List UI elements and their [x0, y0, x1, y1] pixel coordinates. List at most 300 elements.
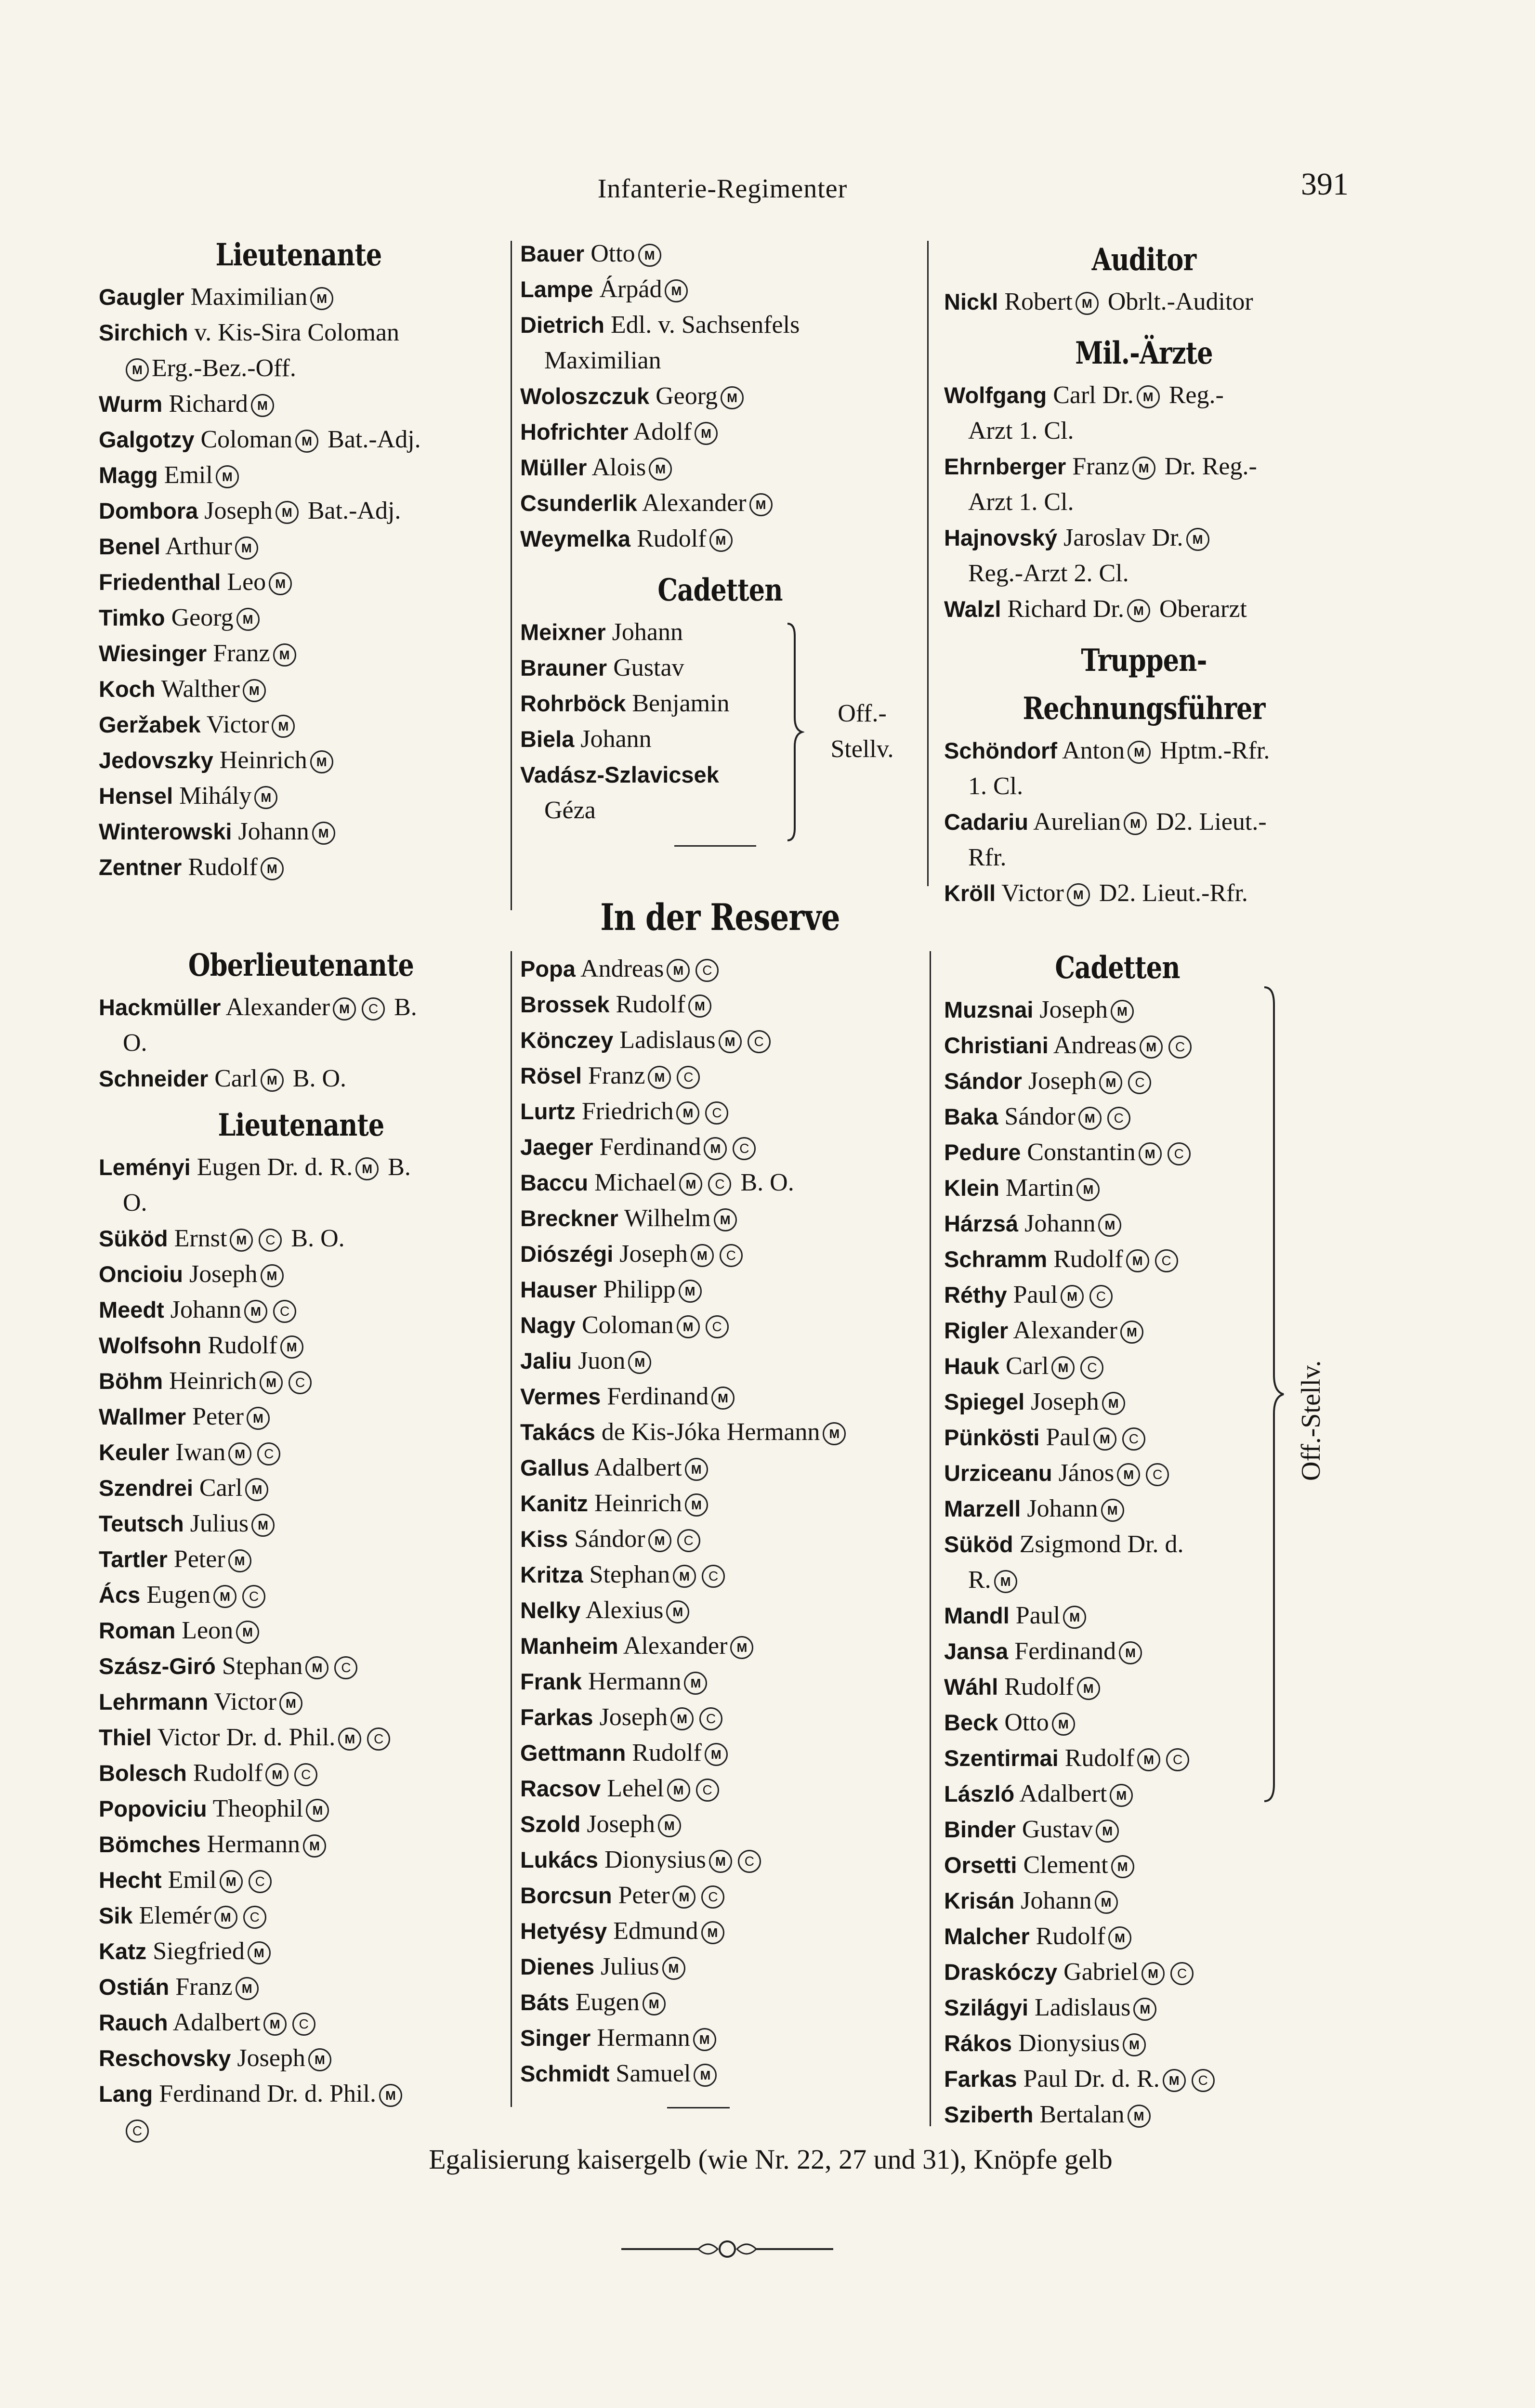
list-item [520, 343, 920, 379]
commemorative-cross-mark-icon: C [1170, 1962, 1194, 1985]
militaerverdienst-mark-icon: M [1124, 812, 1147, 835]
surname: Sziberth [944, 2102, 1034, 2127]
surname: Nagy [520, 1312, 576, 1338]
militaerverdienst-mark-icon: M [695, 422, 718, 445]
list-item [520, 1022, 925, 1058]
given-name: Ferdinand [599, 1133, 701, 1161]
commemorative-cross-mark-icon: C [720, 1244, 743, 1267]
list-item [99, 1256, 503, 1292]
column-rule-right-bottom [930, 951, 931, 2126]
militaerverdienst-mark-icon: M [276, 501, 299, 524]
brace-label-cadetten [814, 696, 910, 767]
list-item [944, 769, 1344, 804]
surname: Spiegel [944, 1389, 1025, 1414]
militaerverdienst-mark-icon: M [694, 2064, 717, 2087]
surname: Hensel [99, 783, 173, 809]
list-item [944, 556, 1344, 591]
given-name: Heinrich [219, 746, 307, 774]
list-item [99, 1150, 503, 1185]
list-item [520, 1450, 925, 1486]
surname: Báts [520, 1989, 569, 2015]
militaerverdienst-mark-icon: M [1117, 1463, 1140, 1486]
surname: Könczey [520, 1027, 614, 1053]
list-item [99, 1969, 503, 2005]
militaerverdienst-mark-icon: M [1102, 1392, 1125, 1415]
given-name: Walther [161, 675, 240, 703]
list-item [944, 1063, 1291, 1099]
list-item [944, 413, 1344, 449]
surname: Wiesinger [99, 641, 207, 666]
commemorative-cross-mark-icon: C [1155, 1249, 1178, 1272]
surname: Diószégi [520, 1241, 614, 1267]
surname: Vermes [520, 1384, 601, 1409]
list-item [520, 236, 920, 272]
list-item [99, 2112, 503, 2147]
given-name: Ladislaus [619, 1026, 716, 1054]
commemorative-cross-mark-icon: C [249, 1870, 272, 1893]
given-name: Hermann [597, 2024, 690, 2052]
given-name: Iwan [175, 1439, 226, 1466]
given-name: Gabriel [1063, 1958, 1139, 1986]
given-name: Martin [1005, 1174, 1074, 1202]
list-item [520, 951, 925, 987]
list-item [944, 1028, 1291, 1063]
list-item [944, 1170, 1291, 1206]
rank-note: Bat.-Adj. [307, 497, 401, 524]
militaerverdienst-mark-icon: M [251, 1514, 275, 1537]
given-name: Arzt 1. Cl. [968, 417, 1074, 445]
rank-note: Hptm.-Rfr. [1160, 737, 1270, 764]
given-name: Alexius [585, 1597, 664, 1624]
given-name: Aurelian [1033, 808, 1121, 836]
commemorative-cross-mark-icon: C [1168, 1142, 1191, 1165]
surname: Gaugler [99, 284, 184, 310]
reserve-cadetten-column [944, 944, 1291, 2133]
list-item [520, 1058, 925, 1094]
commemorative-cross-mark-icon: C [1122, 1427, 1145, 1451]
given-name: Mihály [179, 782, 252, 810]
list-item [944, 2026, 1291, 2061]
given-name: Rudolf [637, 525, 707, 552]
given-name: Franz [588, 1062, 645, 1089]
list-item [99, 1649, 503, 1684]
militaerverdienst-mark-icon: M [709, 1850, 732, 1873]
list-item [944, 1242, 1291, 1277]
militaerverdienst-mark-icon: M [236, 1977, 259, 2000]
list-item [520, 1343, 925, 1379]
surname: Cadariu [944, 809, 1028, 835]
commemorative-cross-mark-icon: C [677, 1066, 700, 1089]
given-name: Victor [1001, 879, 1064, 907]
surname: Draskóczy [944, 1959, 1058, 1985]
surname: Farkas [520, 1704, 593, 1730]
militaerverdienst-mark-icon: M [1061, 1285, 1084, 1308]
commemorative-cross-mark-icon: C [257, 1442, 280, 1466]
list-item [520, 1735, 925, 1771]
surname: Jaliu [520, 1348, 572, 1374]
given-name: 1. Cl. [968, 772, 1023, 800]
list-item [99, 671, 499, 707]
militaerverdienst-mark-icon: M [721, 386, 744, 409]
list-item [520, 1414, 925, 1450]
surname: Manheim [520, 1633, 618, 1659]
given-name: Arzt 1. Cl. [968, 488, 1074, 516]
militaerverdienst-mark-icon: M [1099, 1071, 1122, 1094]
given-name: Adalbert [1019, 1780, 1107, 1807]
list-item [520, 1628, 925, 1664]
commemorative-cross-mark-icon: C [1146, 1463, 1169, 1486]
given-name: Coloman [200, 426, 293, 453]
list-item [520, 793, 920, 828]
militaerverdienst-mark-icon: M [261, 857, 284, 880]
surname: Wáhl [944, 1674, 998, 1700]
list-item [520, 1094, 925, 1129]
militaerverdienst-mark-icon: M [279, 1692, 302, 1715]
given-name: Rudolf [1064, 1744, 1135, 1772]
list-item [520, 1165, 925, 1201]
list-item [520, 1985, 925, 2020]
given-name: Rudolf [616, 991, 685, 1018]
militaerverdienst-mark-icon: M [628, 1351, 651, 1374]
militaerverdienst-mark-icon: M [1132, 457, 1155, 480]
commemorative-cross-mark-icon: C [126, 2120, 149, 2143]
list-item [99, 458, 499, 493]
list-item [520, 307, 920, 343]
surname: Thiel [99, 1725, 152, 1750]
surname: Gettmann [520, 1740, 626, 1766]
list-item [944, 1206, 1291, 1242]
militaerverdienst-mark-icon: M [673, 1565, 696, 1588]
militaerverdienst-mark-icon: M [235, 537, 258, 560]
militaerverdienst-mark-icon: M [1137, 1748, 1160, 1771]
list-item [520, 1700, 925, 1735]
surname: Roman [99, 1618, 176, 1643]
militaerverdienst-mark-icon: M [1067, 883, 1090, 906]
surname: Rigler [944, 1318, 1009, 1343]
given-name: Géza [544, 797, 596, 824]
militaerverdienst-mark-icon: M [1119, 1641, 1142, 1664]
militaerverdienst-mark-icon: M [228, 1442, 251, 1466]
given-name: Eugen [575, 1989, 640, 2016]
surname: Bauer [520, 241, 585, 266]
surname: Takács [520, 1419, 595, 1445]
staff-column [944, 236, 1344, 911]
militaerverdienst-mark-icon: M [251, 394, 274, 417]
given-name: Peter [173, 1545, 225, 1573]
list-item [99, 422, 499, 458]
list-item [99, 1470, 503, 1506]
commemorative-cross-mark-icon: C [733, 1137, 756, 1160]
militaerverdienst-mark-icon: M [261, 1069, 284, 1092]
list-item [520, 1308, 925, 1343]
militaerverdienst-mark-icon: M [1163, 2069, 1186, 2092]
section-title-auditor: Auditor [1091, 242, 1196, 278]
list-item [944, 378, 1344, 413]
list-item [944, 1990, 1291, 2026]
list-item [99, 386, 499, 422]
surname: Bömches [99, 1832, 201, 1857]
surname: Jedovszky [99, 747, 213, 773]
given-name: Alois [591, 454, 646, 481]
surname: Csunderlik [520, 490, 637, 516]
surname: Schmidt [520, 2061, 610, 2086]
given-name: Carl [1005, 1352, 1049, 1380]
militaerverdienst-mark-icon: M [338, 1727, 361, 1751]
given-name: Rudolf [188, 853, 258, 881]
surname: Zentner [99, 854, 182, 880]
list-item [944, 1420, 1291, 1455]
list-item [520, 1201, 925, 1236]
given-name: Clement [1023, 1851, 1108, 1879]
surname: Hauk [944, 1353, 999, 1379]
given-name: Gustav [1022, 1816, 1093, 1843]
militaerverdienst-mark-icon: M [126, 358, 149, 381]
militaerverdienst-mark-icon: M [306, 1799, 329, 1822]
militaerverdienst-mark-icon: M [333, 997, 356, 1021]
commemorative-cross-mark-icon: C [701, 1885, 724, 1909]
list-item [99, 1542, 503, 1577]
given-name: Coloman [581, 1311, 674, 1339]
militaerverdienst-mark-icon: M [312, 822, 335, 845]
given-name: Ladislaus [1035, 1994, 1131, 2021]
militaerverdienst-mark-icon: M [688, 995, 711, 1018]
given-name: Hermann [588, 1668, 682, 1695]
given-name: de Kis-Jóka Hermann [601, 1418, 820, 1446]
given-name: Rudolf [1036, 1923, 1106, 1950]
list-item [99, 990, 503, 1025]
list-item [99, 529, 499, 564]
rank-note: Oberarzt [1159, 595, 1247, 623]
given-name: O. [123, 1189, 147, 1217]
given-name: Alexander [642, 489, 747, 517]
militaerverdienst-mark-icon: M [693, 2028, 716, 2051]
given-name: Franz [213, 640, 270, 667]
militaerverdienst-mark-icon: M [701, 1921, 724, 1944]
footer-note: Egalisierung kaisergelb (wie Nr. 22, 27 und 31), Knöpfe gelb [429, 2144, 1113, 2175]
surname: Ehrnberger [944, 454, 1066, 479]
militaerverdienst-mark-icon: M [303, 1834, 326, 1858]
list-item [944, 1847, 1291, 1883]
militaerverdienst-mark-icon: M [1133, 1998, 1156, 2021]
given-name: Joseph [1031, 1388, 1099, 1415]
given-name: Joseph [619, 1240, 688, 1268]
given-name: Heinrich [594, 1490, 682, 1517]
list-item [99, 493, 499, 529]
given-name: Joseph [237, 2044, 305, 2072]
given-name: Johann [1024, 1210, 1096, 1237]
column-rule-right-top [927, 241, 929, 886]
surname: Sirchich [99, 320, 188, 345]
given-name: Ferdinand [607, 1383, 709, 1410]
surname: Winterowski [99, 819, 232, 844]
given-name: Árpád [599, 275, 662, 303]
list-item [944, 1669, 1291, 1705]
given-name: Wilhelm [624, 1204, 711, 1232]
militaerverdienst-mark-icon: M [648, 1529, 671, 1552]
militaerverdienst-mark-icon: M [310, 287, 333, 310]
given-name: Michael [594, 1169, 677, 1196]
list-item [520, 1557, 925, 1593]
given-name: Adolf [633, 418, 692, 445]
militaerverdienst-mark-icon: M [1141, 1962, 1165, 1985]
given-name: Samuel [616, 2060, 691, 2087]
given-name: Carl Dr. [1053, 381, 1134, 409]
commemorative-cross-mark-icon: C [696, 1779, 719, 1802]
given-name: Carl [214, 1065, 258, 1092]
surname: Baka [944, 1104, 998, 1129]
surname: Bolesch [99, 1760, 187, 1786]
militaerverdienst-mark-icon: M [254, 786, 277, 809]
given-name: Richard [169, 390, 248, 418]
commemorative-cross-mark-icon: C [706, 1315, 729, 1338]
surname: Brauner [520, 655, 607, 681]
surname: Urziceanu [944, 1460, 1052, 1486]
commemorative-cross-mark-icon: C [1107, 1107, 1130, 1130]
section-title-aerzte: Mil.-Ärzte [1075, 335, 1213, 371]
list-item [944, 1562, 1291, 1598]
given-name: Edmund [613, 1917, 698, 1945]
list-item [944, 1598, 1291, 1634]
militaerverdienst-mark-icon: M [1126, 1249, 1149, 1272]
militaerverdienst-mark-icon: M [677, 1315, 700, 1338]
given-name: Alexander [1013, 1317, 1117, 1344]
given-name: Julius [601, 1953, 659, 1980]
list-item [520, 1593, 925, 1628]
militaerverdienst-mark-icon: M [685, 1458, 708, 1481]
list-item [99, 1862, 503, 1898]
reserve-officers-column [99, 942, 503, 2147]
surname: Hajnovský [944, 525, 1058, 550]
given-name: Rudolf [1004, 1673, 1074, 1701]
list-item [99, 636, 499, 671]
commemorative-cross-mark-icon: C [738, 1850, 761, 1873]
given-name: Arthur [165, 533, 232, 560]
commemorative-cross-mark-icon: C [1080, 1356, 1103, 1379]
surname: Katz [99, 1938, 147, 1964]
list-item [944, 1954, 1291, 1990]
militaerverdienst-mark-icon: M [248, 1941, 271, 1964]
list-item [520, 1379, 925, 1414]
surname: Frank [520, 1669, 582, 1694]
surname: Rákos [944, 2030, 1012, 2056]
given-name: Paul [1013, 1281, 1058, 1309]
militaerverdienst-mark-icon: M [679, 1280, 702, 1303]
list-item [99, 778, 499, 814]
list-item [99, 1292, 503, 1328]
given-name: Dionysius [604, 1846, 706, 1873]
list-item [944, 1812, 1291, 1847]
running-title: Infanterie-Regimenter [597, 174, 848, 204]
ornament-divider-icon [617, 2239, 838, 2259]
surname: Orsetti [944, 1852, 1017, 1878]
given-name: Leo [227, 568, 266, 596]
surname: Hecht [99, 1867, 162, 1893]
surname: Benel [99, 534, 160, 559]
list-item [520, 414, 920, 450]
surname: Geržabek [99, 712, 201, 737]
militaerverdienst-mark-icon: M [1137, 385, 1160, 408]
list-item [520, 1664, 925, 1700]
section-title-reserve: In der Reserve [600, 896, 840, 939]
list-item [944, 992, 1291, 1028]
commemorative-cross-mark-icon: C [708, 1173, 731, 1196]
militaerverdienst-mark-icon: M [260, 1371, 283, 1394]
surname: Klein [944, 1175, 999, 1201]
list-item [520, 1878, 925, 1913]
surname: Kiss [520, 1526, 568, 1552]
list-item [944, 1277, 1291, 1313]
given-name: Eugen [146, 1581, 211, 1609]
list-item [520, 1842, 925, 1878]
list-item [520, 272, 920, 307]
militaerverdienst-mark-icon: M [1140, 1035, 1163, 1059]
commemorative-cross-mark-icon: C [292, 2013, 315, 2036]
cadetten-divider [674, 845, 756, 847]
commemorative-cross-mark-icon: C [705, 1101, 728, 1125]
commemorative-cross-mark-icon: C [367, 1727, 390, 1751]
surname: Krisán [944, 1888, 1015, 1913]
list-item [520, 1949, 925, 1985]
surname: Keuler [99, 1440, 170, 1465]
list-item [99, 850, 499, 885]
given-name: Julius [190, 1510, 249, 1537]
list-item [520, 450, 920, 485]
given-name: Paul Dr. d. R. [1023, 2065, 1160, 2093]
list-item [99, 1399, 503, 1435]
given-name: Johann [1027, 1495, 1098, 1522]
given-name: Siegfried [153, 1937, 245, 1965]
surname: Binder [944, 1817, 1016, 1842]
given-name: Otto [590, 240, 635, 267]
commemorative-cross-mark-icon: C [1128, 1071, 1151, 1094]
given-name: Franz [1072, 453, 1129, 480]
surname: Jaeger [520, 1134, 593, 1160]
surname: Hetyésy [520, 1918, 607, 1944]
given-name: v. Kis-Sira Coloman [194, 319, 400, 346]
militaerverdienst-mark-icon: M [1076, 1178, 1100, 1201]
militaerverdienst-mark-icon: M [245, 1478, 268, 1501]
surname: Tartler [99, 1546, 168, 1572]
list-item [99, 1506, 503, 1542]
militaerverdienst-mark-icon: M [1101, 1499, 1124, 1522]
militaerverdienst-mark-icon: M [273, 643, 296, 667]
brace-label-line-1: Off.- [838, 700, 887, 727]
surname: Singer [520, 2025, 591, 2051]
surname: Böhm [99, 1368, 163, 1394]
surname: Mandl [944, 1603, 1010, 1628]
surname: Lang [99, 2081, 153, 2107]
surname: Wallmer [99, 1404, 186, 1429]
militaerverdienst-mark-icon: M [236, 608, 260, 631]
surname: Walzl [944, 596, 1001, 622]
militaerverdienst-mark-icon: M [216, 465, 239, 488]
given-name: Reg.-Arzt 2. Cl. [968, 560, 1129, 587]
list-item [520, 650, 920, 686]
militaerverdienst-mark-icon: M [749, 493, 773, 516]
list-item [520, 1521, 925, 1557]
given-name: Gustav [613, 654, 684, 681]
given-name: Paul [1015, 1602, 1061, 1629]
militaerverdienst-mark-icon: M [658, 1814, 681, 1837]
given-name: Joseph [204, 497, 273, 524]
given-name: Rudolf [208, 1332, 277, 1359]
surname: Sándor [944, 1068, 1022, 1094]
surname: Dienes [520, 1954, 595, 1979]
given-name: Victor Dr. d. Phil. [157, 1724, 336, 1751]
commemorative-cross-mark-icon: C [243, 1906, 266, 1929]
given-name: Edl. v. Sachsenfels [611, 311, 800, 339]
list-item [99, 1613, 503, 1649]
